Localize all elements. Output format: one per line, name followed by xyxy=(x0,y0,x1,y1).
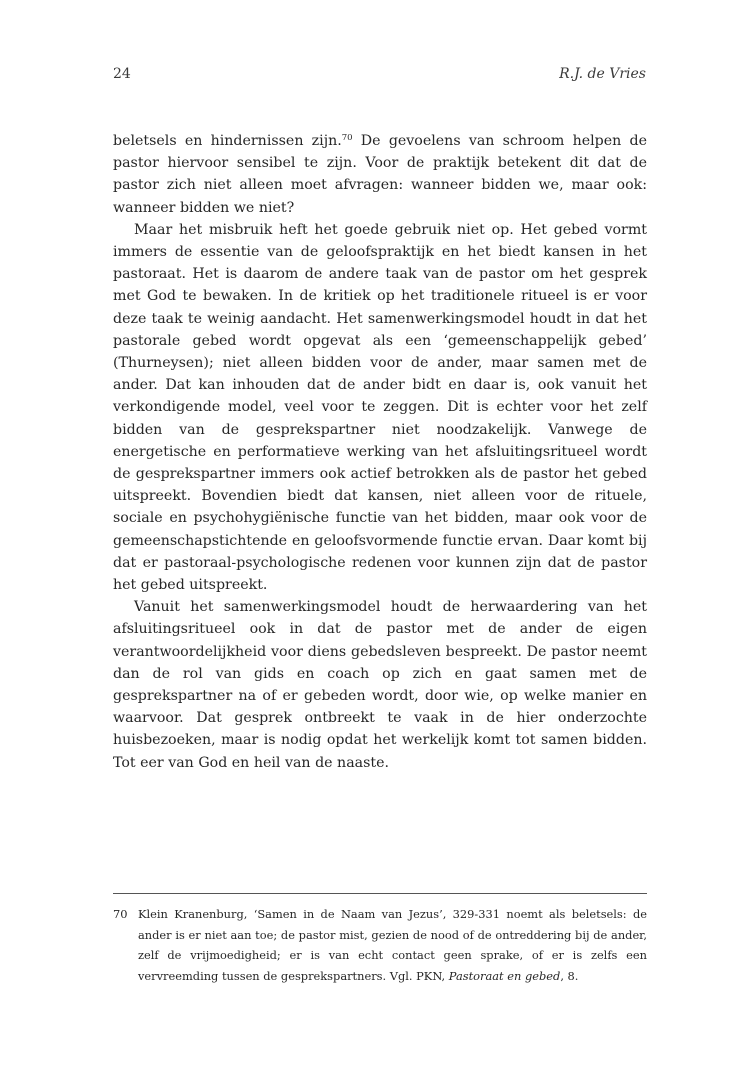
footnote-70 xyxy=(113,904,647,986)
running-head xyxy=(113,66,646,82)
paragraph-1-start: beletsels en hindernissen zijn. xyxy=(113,133,342,149)
footnote-text xyxy=(138,904,647,986)
footnote-reference[interactable]: 70 xyxy=(341,133,353,143)
footnote-text-main: Klein Kranenburg, ‘Samen in de Naam van Jezus’, 329-331 noemt als beletsels: de ander is er niet aan toe; de pastor mist, gezien de nood of de ontreddering bij de ander, zelf de vrijmoedigheid; er is van echt contact geen sprake, of er is zelfs een vervreemding tussen de gesprekspartners. Vgl. PKN, xyxy=(138,907,647,983)
paragraph-3: Vanuit het samenwerkingsmodel houdt de herwaardering van het afsluitingsritueel ook in dat de pastor met de ander de eigen verantwoordelijkheid voor diens gebedsleven bespreekt. De pastor neemt dan de rol van gids en coach op zich en gaat samen met de gesprekspartner na of er gebeden wordt, door wie, op welke manier en waarvoor. Dat gesprek ontbreekt te vaak in de hier onderzochte huisbezoeken, maar is nodig opdat het werkelijk komt tot samen bidden. Tot eer van God en heil van de naaste. xyxy=(113,599,647,771)
footnote-divider xyxy=(113,893,647,894)
running-head-author: R.J. de Vries xyxy=(559,66,646,82)
paragraph-2: Maar het misbruik heft het goede gebruik niet op. Het gebed vormt immers de essentie van de geloofspraktijk en het biedt kansen in het pastoraat. Het is daarom de andere taak van de pastor om het gesprek met God te bewaken. In de kritiek op het traditionele ritueel is er voor deze taak te weinig aandacht. Het samenwerkingsmodel houdt in dat het pastorale gebed wordt opgevat als een ‘gemeenschappelijk gebed’ (Thurneysen); niet alleen bidden voor de ander, maar samen met de ander. Dat kan inhouden dat de ander bidt en daar is, ook vanuit het verkondigende model, veel voor te zeggen. Dit is echter voor het zelf bidden van de gesprekspartner niet noodzakelijk. Vanwege de energetische en performatieve werking van het afsluitingsritueel wordt de gesprekspartner immers ook actief betrokken als de pastor het gebed uitspreekt. Bovendien biedt dat kansen, niet alleen voor de rituele, sociale en psychohygiënische functie van het bidden, maar ook voor de gemeenschapstichtende en geloofsvormende functie ervan. Daar komt bij dat er pastoraal-psychologische redenen voor kunnen zijn dat de pastor het gebed uitspreekt. xyxy=(113,221,647,594)
footnote-number: 70 xyxy=(113,907,128,921)
paragraph-1 xyxy=(113,130,647,219)
page-number: 24 xyxy=(113,66,131,82)
footnote-cited-title: Pastoraat en gebed xyxy=(448,968,561,983)
body-text xyxy=(113,130,647,774)
paragraph-1-rest: De gevoelens van schroom helpen de pastor hiervoor sensibel te zijn. Voor de praktijk betekent dit dat de pastor zich niet alleen moet afvragen: wanneer bidden we, maar ook: wanneer bidden we niet? xyxy=(113,133,647,216)
footnote-text-end: , 8. xyxy=(560,968,579,983)
